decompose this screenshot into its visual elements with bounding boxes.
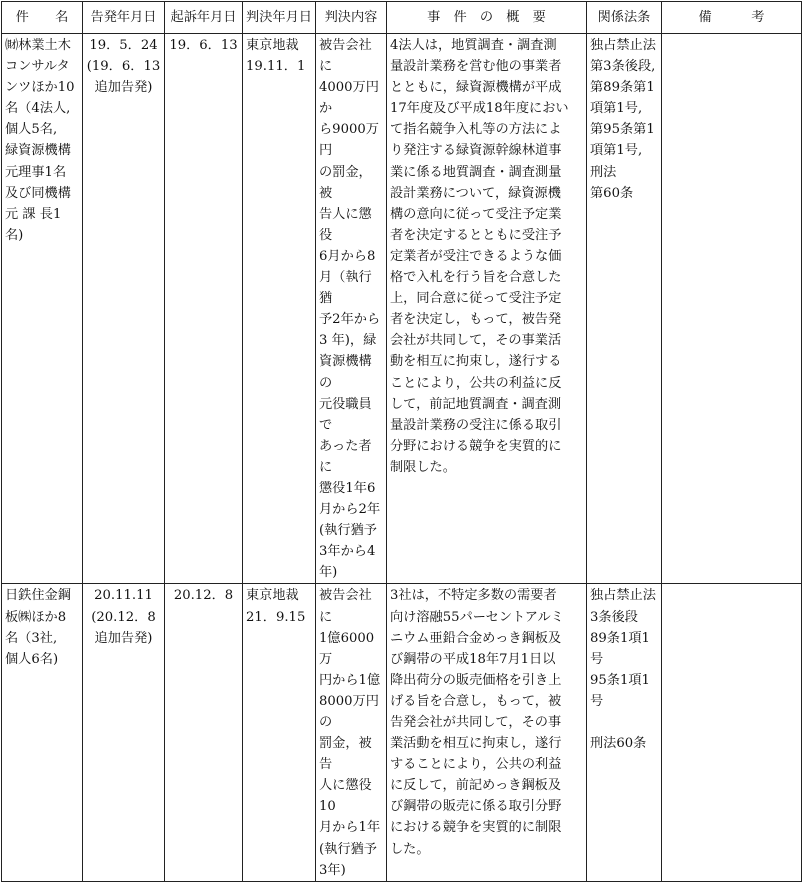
accusation-date-cell: 20.11.11 (20.12．8 追加告発): [83, 584, 165, 881]
indictment-date-cell: 20.12．8: [165, 584, 243, 881]
header-related-law: 関係法条: [587, 2, 662, 34]
judgment-date-cell: 東京地裁 21．9.15: [243, 584, 316, 881]
accusation-date-cell: 19．5．24 (19．6．13 追加告発): [83, 34, 165, 584]
header-indictment-date: 起訴年月日: [165, 2, 243, 34]
header-case-summary: 事 件 の 概 要: [387, 2, 587, 34]
table-row: [2, 584, 802, 881]
related-law-cell: 独占禁止法 第3条後段, 第89条第1 項第1号, 第95条第1 項第1号, 刑法 第60条: [587, 34, 662, 584]
case-name-cell: ㈶林業土木 コンサルタ ンツほか10 名（4法人, 個人5名, 緑資源機構 元理事1名 及び同機構 元 課 長1 名): [2, 34, 83, 584]
case-summary-cell: 4法人は，地質調査・調査測 量設計業務を営む他の事業者 とともに，緑資源機構が平成 17年度及び平成18年度におい て指名競争入札等の方法によ り発注する緑資源幹線林道事 業に係る地質調査・調査測量 設計業務について，緑資源機 構の意向に従って受注予定業 者を決定するとともに受注予 定業者が受注できるような価 格で入札を行う旨を合意した 上，同合意に従って受注予定 者を決定し，もって，被告発 会社が共同して，その事業活 動を相互に拘束し，遂行する ことにより，公共の利益に反 して，前記地質調査・調査測 量設計業務の受注に係る取引 分野における競争を実質的に 制限した。: [387, 34, 587, 584]
judgment-date-cell: 東京地裁 19.11．1: [243, 34, 316, 584]
verdict-cell: 被告会社に 4000万円か ら9000万円 の罰金，被 告人に懲役 6月から8 月（執行猶 予2年から 3 年)，緑 資源機構の 元役職員で あった者に 懲役1年6 月から2年 (執行猶予 3年から4 年): [316, 34, 387, 584]
header-verdict: 判決内容: [316, 2, 387, 34]
case-summary-cell: 3社は，不特定多数の需要者 向け溶融55パーセントアルミ ニウム亜鉛合金めっき鋼板及 び鋼帯の平成18年7月1日以 降出荷分の販売価格を引き上 げる旨を合意し，もって，被 告発会社が共同して，その事 業活動を相互に拘束し，遂行 することにより，公共の利益 に反して，前記めっき鋼板及 び鋼帯の販売に係る取引分野 における競争を実質的に制限 した。: [387, 584, 587, 881]
table-row: [2, 34, 802, 584]
remarks-cell: [662, 584, 802, 881]
verdict-cell: 被告会社に 1億6000万 円から1億 8000万円の 罰金，被告 人に懲役10 月から1年 (執行猶予 3年): [316, 584, 387, 881]
case-table: [1, 1, 802, 882]
header-row: [2, 2, 802, 34]
indictment-date-cell: 19．6．13: [165, 34, 243, 584]
case-name-cell: 日鉄住金鋼 板㈱ほか8 名（3社, 個人6名): [2, 584, 83, 881]
related-law-cell: 独占禁止法 3条後段 89条1項1 号 95条1項1 号 刑法60条: [587, 584, 662, 881]
remarks-cell: [662, 34, 802, 584]
header-case-name: 件 名: [2, 2, 83, 34]
header-remarks: 備 考: [662, 2, 802, 34]
header-accusation-date: 告発年月日: [83, 2, 165, 34]
header-judgment-date: 判決年月日: [243, 2, 316, 34]
